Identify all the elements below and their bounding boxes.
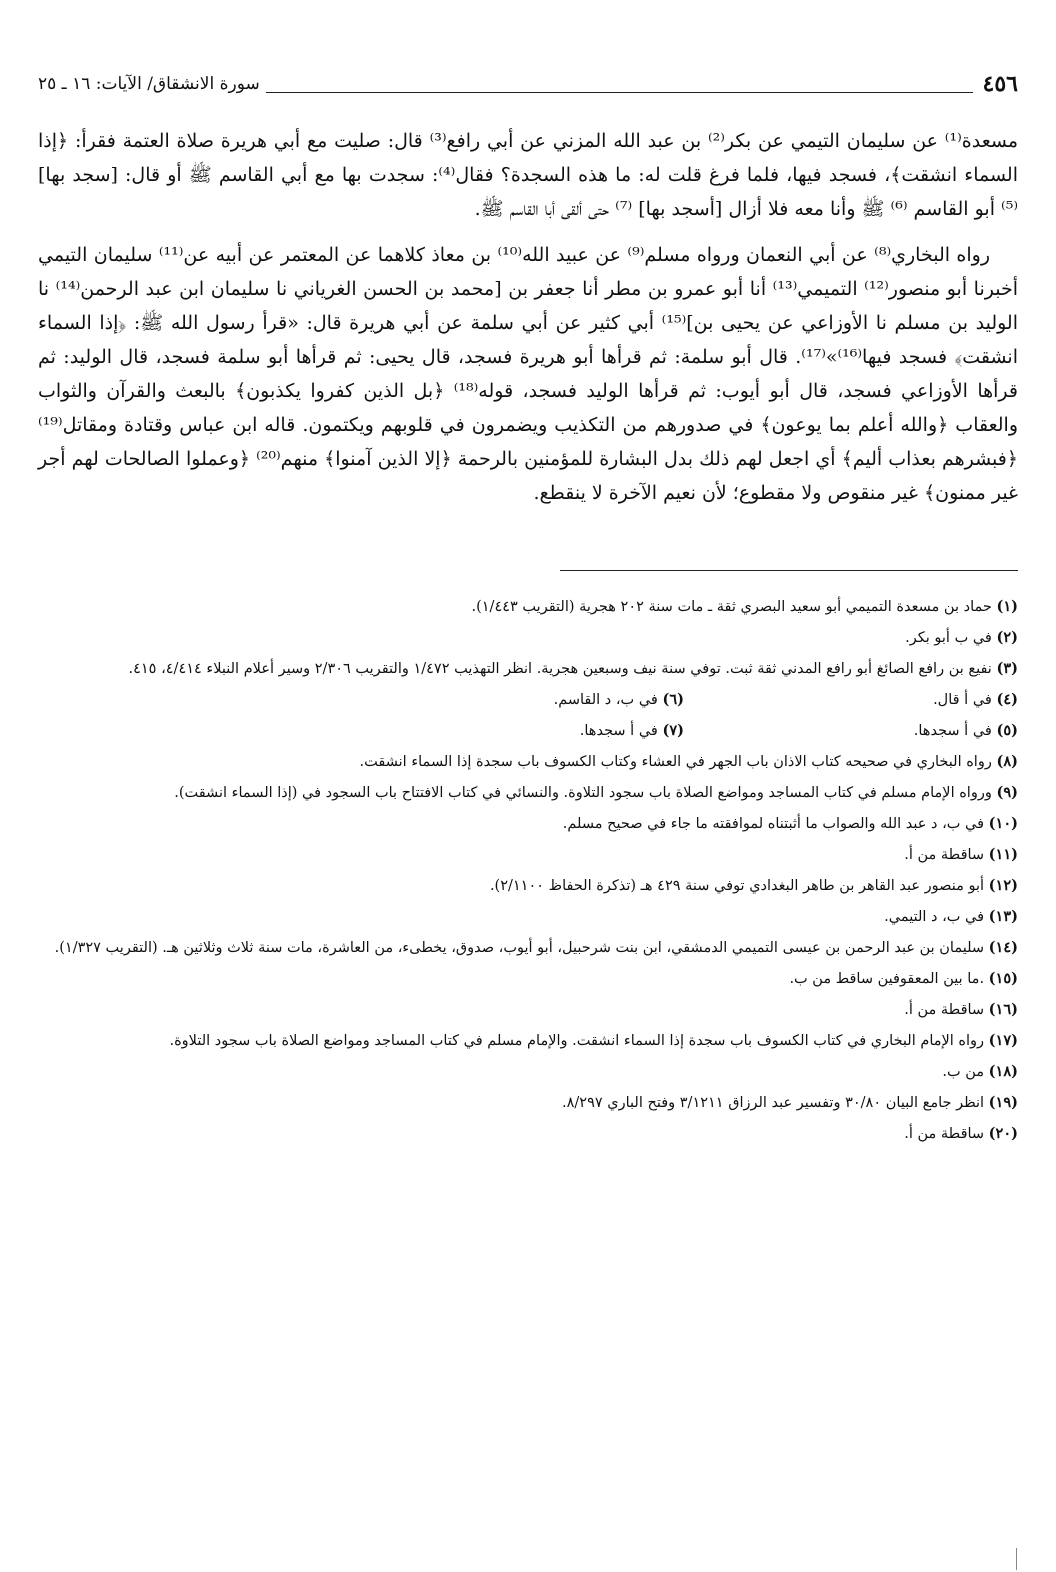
page-header [38,62,1018,106]
footnote-text: في ب أبو بكر. [905,630,992,646]
footnote-text: في أ سجدها. [579,723,658,739]
footnote-number: (٢٠) [988,1125,1018,1142]
footnote [38,779,1018,807]
footnote-text: في ب، د عبد الله والصواب ما أثبتناه لموافقته ما جاء في صحيح مسلم. [562,816,985,832]
footnote-number: (١١) [988,846,1018,863]
footnote-number: (١٢) [988,877,1018,894]
footnote-text: في ب، د القاسم. [553,692,658,708]
footnote-number: (٧) [662,722,684,739]
footnote-text: رواه الإمام البخاري في كتاب الكسوف باب سجدة إذا السماء انشقت. والإمام مسلم في كتاب المساجد ومواضع الصلاة باب سجود التلاوة. [169,1033,985,1049]
footnotes [38,593,1018,1148]
footnote [450,686,684,714]
footnote-text: انظر جامع البيان ٣٠/٨٠ وتفسير عبد الرزاق ٣/١٢١١ وفتح الباري ٨/٢٩٧. [562,1095,985,1111]
margin-mark [1016,1548,1017,1570]
footnote-text: ساقطة من أ. [904,1126,985,1142]
footnote [38,748,1018,776]
footnote [38,841,1018,869]
footnote-text: في أ قال. [933,692,992,708]
book-page [38,62,1018,1552]
footnote [38,1120,1018,1148]
footnote [38,593,1018,621]
footnote-text: .ما بين المعقوفين ساقط من ب. [789,971,985,987]
footnote-number: (١٣) [988,908,1018,925]
footnote-number: (١٤) [988,939,1018,956]
footnote-number: (٨) [996,753,1018,770]
footnote-pair [38,717,1018,745]
footnote [38,1058,1018,1086]
page-number: ٤٥٦ [982,71,1018,97]
footnote [684,686,1018,714]
footnote [38,965,1018,993]
footnote [38,903,1018,931]
footnote-number: (١٥) [988,970,1018,987]
footnote-pair [38,686,1018,714]
footnote-text: سليمان بن عبد الرحمن بن عيسى التميمي الدمشقي، ابن بنت شرحبيل، أبو أيوب، صدوق، يخطىء، من العاشرة، مات سنة ثلاث وثلاثين هـ. (التقريب ١/٣٢٧). [54,940,985,956]
footnote-number: (٣) [996,660,1018,677]
footnote-text: من ب. [942,1064,985,1080]
footnote [38,934,1018,962]
footnote-text: ساقطة من أ. [904,1002,985,1018]
footnote-number: (١٠) [988,815,1018,832]
footnote-number: (٥) [996,722,1018,739]
footnote [38,1089,1018,1117]
main-paragraph: مسعدة⁽¹⁾ عن سليمان التيمي عن بكر⁽²⁾ بن عبد الله المزني عن أبي رافع⁽³⁾ قال: صليت مع أبي هريرة صلاة العتمة فقرأ: ﴿إذا السماء انشقت﴾، فسجد فيها، فلما فرغ قلت له: ما هذه السجدة؟ فقال⁽⁴⁾: سجدت بها مع أبي القاسم ﷺ أو قال: [سجد بها] ⁽⁵⁾ أبو القاسم ⁽⁶⁾ ﷺ وأنا معه فلا أزال [أسجد بها] ⁽⁷⁾ حتى ألقى أبا القاسم ﷺ. [38,130,1019,220]
footnote-text: ساقطة من أ. [904,847,985,863]
footnote-text: في أ سجدها. [913,723,992,739]
running-title: سورة الانشقاق/ الآيات: ١٦ ـ ٢٥ [38,74,260,94]
footnote-number: (١) [996,598,1018,615]
main-paragraph: رواه البخاري⁽⁸⁾ عن أبي النعمان ورواه مسلم⁽⁹⁾ عن عبيد الله⁽¹⁰⁾ بن معاذ كلاهما عن المعتمر عن أبيه عن⁽¹¹⁾ سليمان التيمي أخبرنا أبو منصور⁽¹²⁾ التميمي⁽¹³⁾ أنا أبو عمرو بن مطر أنا جعفر بن [محمد بن الحسن الغرياني نا سليمان ابن عبد الرحمن⁽¹⁴⁾ نا الوليد بن مسلم نا الأوزاعي عن يحيى بن]⁽¹⁵⁾ أبي كثير عن أبي سلمة عن أبي هريرة قال: «قرأ رسول الله ﷺ: ﴿إذا السماء انشقت﴾ فسجد فيها⁽¹⁶⁾»⁽¹⁷⁾. قال أبو سلمة: ثم قرأها أبو هريرة فسجد، قال يحيى: ثم قرأها أبو سلمة فسجد، قال الوليد: ثم قرأها الأوزاعي فسجد، قال أبو أيوب: ثم قرأها الوليد فسجد، قوله⁽¹⁸⁾ ﴿بل الذين كفروا يكذبون﴾ بالبعث والقرآن والثواب والعقاب ﴿والله أعلم بما يوعون﴾ في صدورهم من التكذيب ويضمرون في قلوبهم ويكتمون. قاله ابن عباس وقتادة ومقاتل⁽¹⁹⁾ ﴿فبشرهم بعذاب أليم﴾ أي اجعل لهم ذلك بدل البشارة للمؤمنين بالرحمة ﴿إلا الذين آمنوا﴾ منهم⁽²⁰⁾ ﴿وعملوا الصالحات لهم أجر غير ممنون﴾ غير منقوص ولا مقطوع؛ لأن نعيم الآخرة لا ينقطع. [38,244,1019,504]
footnote [38,1027,1018,1055]
footnote [38,655,1018,683]
footnote-number: (١٨) [988,1063,1018,1080]
footnote-number: (٤) [996,691,1018,708]
footnote-text: ورواه الإمام مسلم في كتاب المساجد ومواضع الصلاة باب سجود التلاوة. والنسائي في كتاب الافتتاح باب السجود في (إذا السماء انشقت). [174,785,992,801]
footnote-text: رواه البخاري في صحيحه كتاب الاذان باب الجهر في العشاء وكتاب الكسوف باب سجدة إذا السماء انشقت. [359,754,992,770]
footnote [38,872,1018,900]
footnote [38,624,1018,652]
footnote-text: نفيع بن رافع الصائغ أبو رافع المدني ثقة ثبت. توفي سنة نيف وسبعين هجرية. انظر التهذيب ١/٤٧٢ والتقريب ٢/٣٠٦ وسير أعلام النبلاء ٤/٤١٤، ٤١٥. [128,661,992,677]
footnote-separator [560,570,1018,571]
footnote-text: أبو منصور عبد القاهر بن طاهر البغدادي توفي سنة ٤٢٩ هـ (تذكرة الحفاظ ٢/١١٠٠). [489,878,985,894]
footnote-number: (٢) [996,629,1018,646]
footnote-number: (١٦) [988,1001,1018,1018]
header-rule [266,92,973,93]
footnote [38,810,1018,838]
footnote-number: (٦) [662,691,684,708]
footnote [450,717,684,745]
footnote-number: (١٧) [988,1032,1018,1049]
footnote-separator-wrap [38,522,1018,571]
footnote-text: حماد بن مسعدة التميمي أبو سعيد البصري ثقة ـ مات سنة ٢٠٢ هجرية (التقريب ١/٤٤٣). [471,599,992,615]
main-text [38,124,1018,510]
footnote [684,717,1018,745]
footnote-text: في ب، د التيمي. [884,909,985,925]
footnote-number: (٩) [996,784,1018,801]
footnote [38,996,1018,1024]
footnote-number: (١٩) [988,1094,1018,1111]
